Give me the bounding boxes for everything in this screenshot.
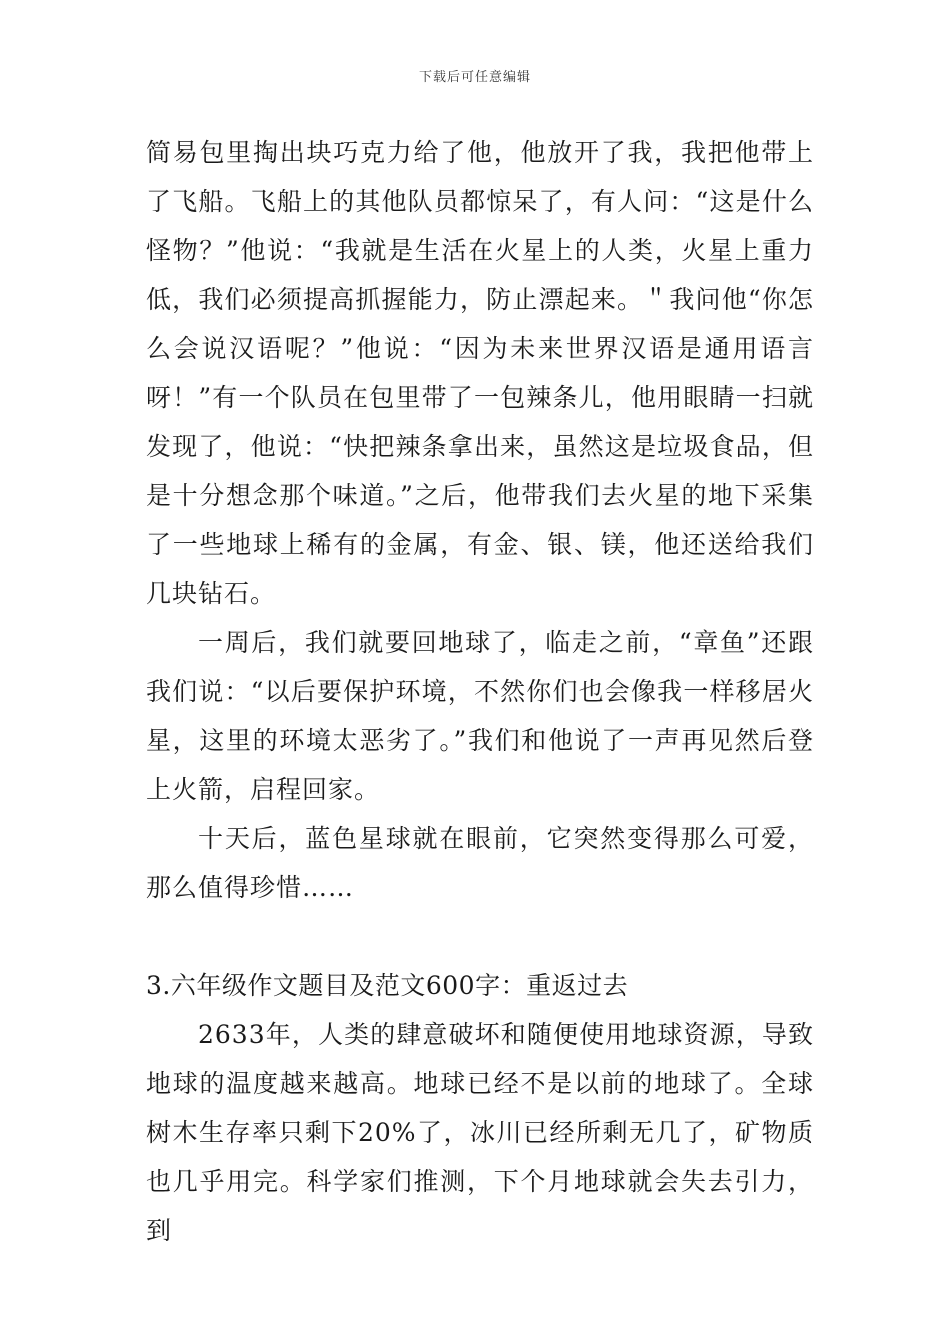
paragraph-farewell: 一周后，我们就要回地球了，临走之前，“章鱼”还跟我们说：“以后要保护环境，不然你们也会像我一样移居火星，这里的环境太恶劣了。”我们和他说了一声再见然后登上火箭，启程回家。 (146, 628, 814, 804)
document-body (146, 128, 814, 1255)
section-title: 3.六年级作文题目及范文600字：重返过去 (146, 971, 629, 1000)
paragraph-continued: 简易包里掏出块巧克力给了他，他放开了我，我把他带上了飞船。飞船上的其他队员都惊呆了，有人问：“这是什么怪物？”他说：“我就是生活在火星上的人类，火星上重力低，我们必须提高抓握能力，防止漂起来。＂我问他“你怎么会说汉语呢？”他说：“因为未来世界汉语是通用语言呀！”有一个队员在包里带了一包辣条儿，他用眼睛一扫就发现了，他说：“快把辣条拿出来，虽然这是垃圾食品，但是十分想念那个味道。”之后，他带我们去火星的地下采集了一些地球上稀有的金属，有金、银、镁，他还送给我们几块钻石。 (146, 138, 814, 608)
page-header: 下载后可任意编辑 (418, 70, 531, 85)
section-spacer (146, 912, 814, 961)
paragraph-section-start: 2633年，人类的肆意破坏和随便使用地球资源，导致地球的温度越来越高。地球已经不是以前的地球了。全球树木生存率只剩下20%了，冰川已经所剩无几了，矿物质也几乎用完。科学家们推测，下个月地球就会失去引力，到 (146, 1020, 814, 1245)
paragraph-return: 十天后，蓝色星球就在眼前，它突然变得那么可爱，那么值得珍惜…… (146, 824, 814, 902)
